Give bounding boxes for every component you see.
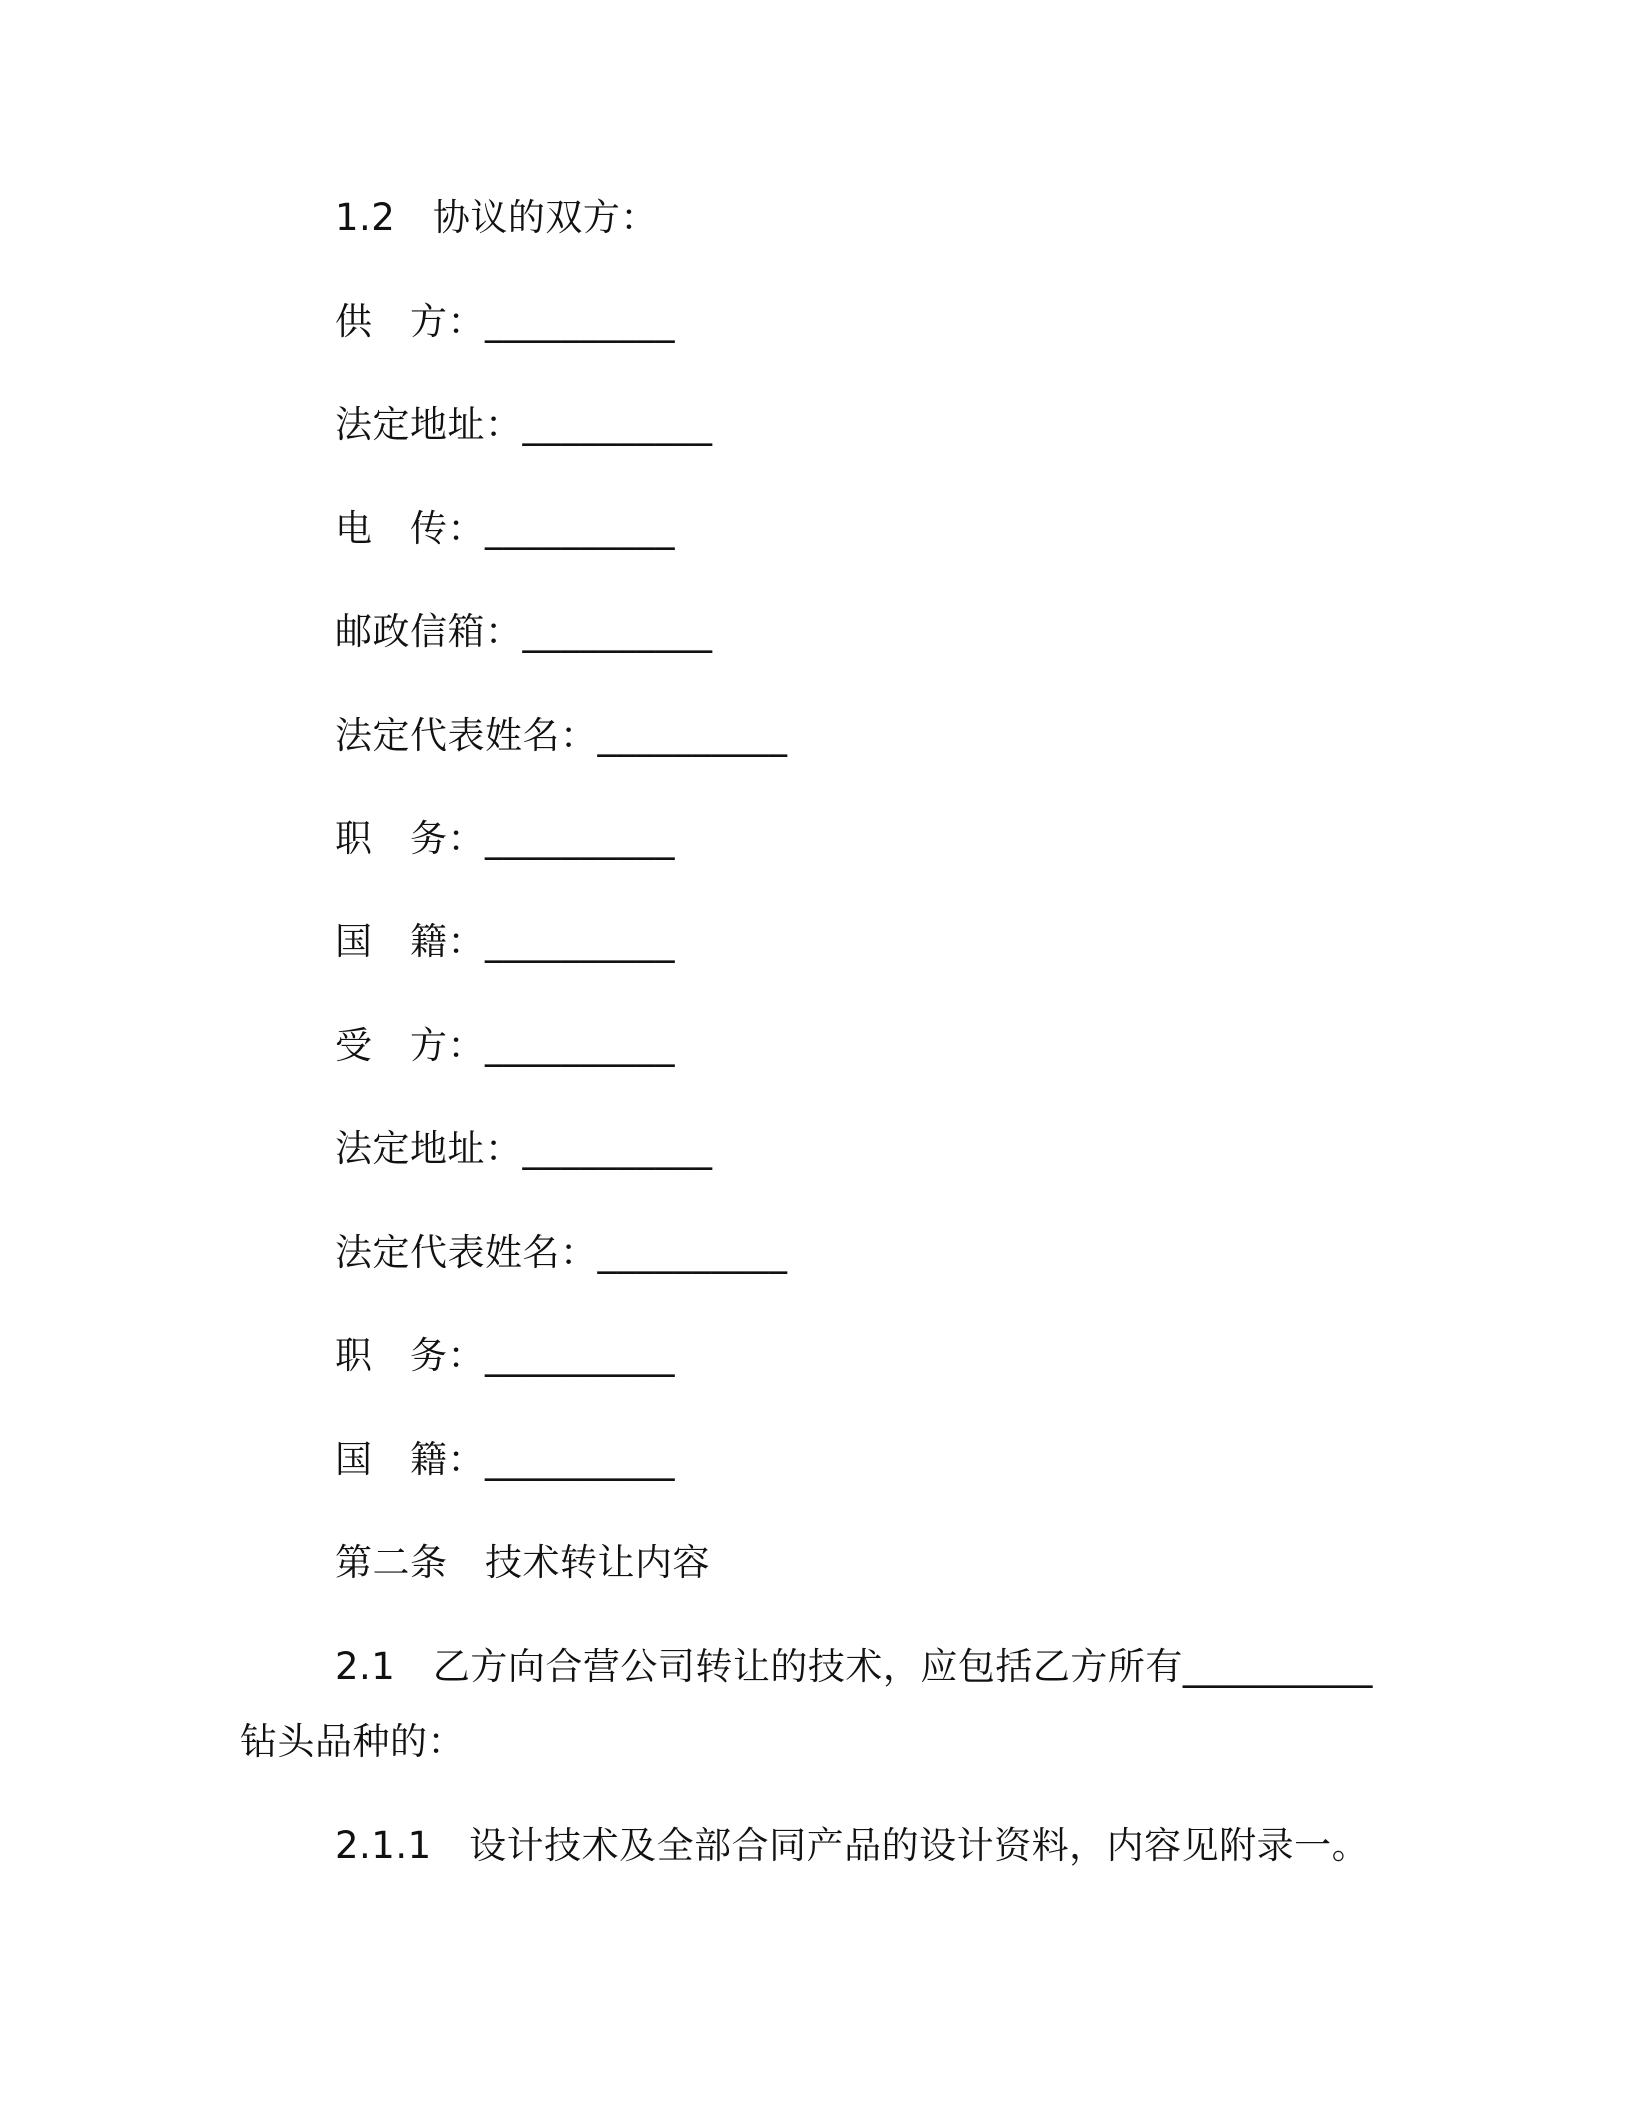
recipient-legal-representative-field: 法定代表姓名：__________	[335, 1231, 788, 1274]
recipient-field: 受 方：__________	[335, 1024, 675, 1067]
supplier-legal-address-field: 法定地址：__________	[335, 403, 713, 446]
recipient-nationality-field: 国 籍：__________	[335, 1438, 675, 1481]
supplier-nationality-field: 国 籍：__________	[335, 920, 675, 963]
recipient-position-field: 职 务：__________	[335, 1334, 675, 1377]
supplier-legal-representative-field: 法定代表姓名：__________	[335, 714, 788, 757]
clause-2-1-line-2: 钻头品种的：	[240, 1720, 465, 1763]
supplier-po-box-field: 邮政信箱：__________	[335, 610, 713, 653]
clause-2-1-line-1: 2.1 乙方向合营公司转让的技术，应包括乙方所有__________	[335, 1645, 1373, 1688]
clause-2-1-1: 2.1.1 设计技术及全部合同产品的设计资料，内容见附录一。	[335, 1824, 1370, 1867]
supplier-field: 供 方：__________	[335, 300, 675, 343]
supplier-telex-field: 电 传：__________	[335, 507, 675, 550]
supplier-position-field: 职 务：__________	[335, 817, 675, 860]
article-two-heading: 第二条 技术转让内容	[335, 1541, 710, 1584]
section-1-2-heading: 1.2 协议的双方：	[335, 196, 658, 239]
recipient-legal-address-field: 法定地址：__________	[335, 1127, 713, 1170]
